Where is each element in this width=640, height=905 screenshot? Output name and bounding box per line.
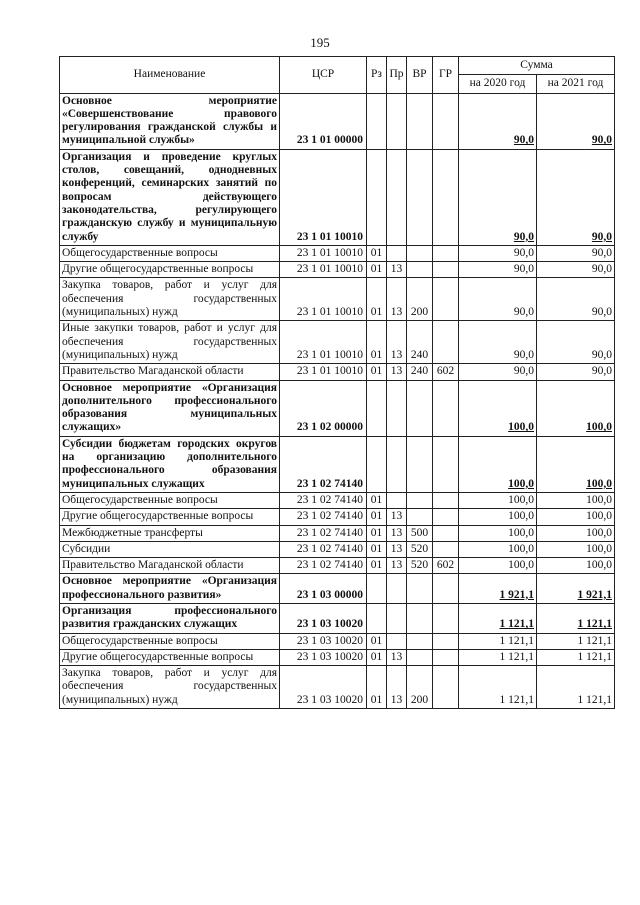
cell-vr — [407, 436, 433, 492]
cell-csr: 23 1 03 00000 — [280, 574, 367, 604]
cell-csr: 23 1 02 74140 — [280, 436, 367, 492]
cell-gr — [433, 492, 459, 508]
table-row — [60, 364, 615, 380]
cell-vr — [407, 492, 433, 508]
cell-pr — [387, 436, 407, 492]
cell-gr — [433, 262, 459, 278]
cell-csr: 23 1 01 10010 — [280, 245, 367, 261]
cell-sum-2021: 1 921,1 — [537, 574, 615, 604]
table-row — [60, 245, 615, 261]
cell-pr: 13 — [387, 525, 407, 541]
cell-pr — [387, 492, 407, 508]
cell-sum-2020: 100,0 — [459, 541, 537, 557]
cell-csr: 23 1 03 10020 — [280, 666, 367, 709]
cell-gr — [433, 149, 459, 245]
cell-name: Субсидии — [60, 541, 280, 557]
cell-name: Закупка товаров, работ и услуг для обеспечения государственных (муниципальных) нужд — [60, 278, 280, 321]
cell-sum-2020: 100,0 — [459, 492, 537, 508]
cell-gr — [433, 574, 459, 604]
table-row — [60, 558, 615, 574]
table-row — [60, 633, 615, 649]
table-row — [60, 541, 615, 557]
cell-pr — [387, 633, 407, 649]
cell-pr — [387, 574, 407, 604]
cell-sum-2021: 100,0 — [537, 436, 615, 492]
header-name: Наименование — [60, 57, 280, 94]
cell-gr — [433, 278, 459, 321]
cell-rz: 01 — [367, 321, 387, 364]
cell-vr — [407, 245, 433, 261]
cell-pr — [387, 93, 407, 149]
cell-sum-2020: 100,0 — [459, 380, 537, 436]
cell-sum-2020: 100,0 — [459, 558, 537, 574]
table-header — [60, 57, 615, 94]
table-row — [60, 666, 615, 709]
cell-rz: 01 — [367, 262, 387, 278]
cell-vr — [407, 509, 433, 525]
header-year-2020: на 2020 год — [459, 75, 537, 93]
table-body — [60, 93, 615, 708]
cell-sum-2021: 90,0 — [537, 278, 615, 321]
cell-pr — [387, 245, 407, 261]
table-row — [60, 321, 615, 364]
cell-vr — [407, 93, 433, 149]
cell-gr — [433, 436, 459, 492]
header-year-2021: на 2021 год — [537, 75, 615, 93]
cell-vr — [407, 649, 433, 665]
table-row — [60, 149, 615, 245]
cell-pr: 13 — [387, 364, 407, 380]
cell-pr — [387, 149, 407, 245]
cell-sum-2020: 1 121,1 — [459, 649, 537, 665]
cell-csr: 23 1 02 74140 — [280, 558, 367, 574]
cell-gr — [433, 321, 459, 364]
cell-rz — [367, 574, 387, 604]
cell-name: Основное мероприятие «Организация профессионального развития» — [60, 574, 280, 604]
cell-csr: 23 1 03 10020 — [280, 633, 367, 649]
cell-name: Общегосударственные вопросы — [60, 245, 280, 261]
budget-table — [59, 56, 615, 709]
cell-sum-2021: 90,0 — [537, 93, 615, 149]
cell-csr: 23 1 01 10010 — [280, 149, 367, 245]
cell-pr: 13 — [387, 558, 407, 574]
cell-sum-2020: 90,0 — [459, 93, 537, 149]
cell-rz — [367, 436, 387, 492]
cell-rz — [367, 93, 387, 149]
cell-csr: 23 1 02 74140 — [280, 525, 367, 541]
table-row — [60, 278, 615, 321]
cell-gr — [433, 509, 459, 525]
cell-pr: 13 — [387, 649, 407, 665]
cell-sum-2021: 90,0 — [537, 149, 615, 245]
cell-gr — [433, 603, 459, 633]
cell-sum-2020: 90,0 — [459, 245, 537, 261]
table-row — [60, 603, 615, 633]
cell-rz: 01 — [367, 278, 387, 321]
cell-pr: 13 — [387, 666, 407, 709]
cell-name: Правительство Магаданской области — [60, 558, 280, 574]
cell-gr — [433, 633, 459, 649]
cell-rz: 01 — [367, 541, 387, 557]
cell-gr: 602 — [433, 558, 459, 574]
cell-sum-2020: 1 121,1 — [459, 633, 537, 649]
cell-sum-2020: 90,0 — [459, 364, 537, 380]
header-csr: ЦСР — [280, 57, 367, 94]
cell-pr — [387, 603, 407, 633]
table-row — [60, 525, 615, 541]
cell-sum-2020: 1 121,1 — [459, 666, 537, 709]
cell-sum-2021: 90,0 — [537, 262, 615, 278]
cell-sum-2020: 90,0 — [459, 278, 537, 321]
cell-vr — [407, 262, 433, 278]
cell-csr: 23 1 02 74140 — [280, 541, 367, 557]
cell-sum-2021: 100,0 — [537, 525, 615, 541]
cell-pr — [387, 380, 407, 436]
header-rz: Рз — [367, 57, 387, 94]
cell-name: Общегосударственные вопросы — [60, 633, 280, 649]
cell-sum-2020: 90,0 — [459, 262, 537, 278]
cell-csr: 23 1 02 74140 — [280, 492, 367, 508]
cell-vr: 500 — [407, 525, 433, 541]
cell-sum-2021: 1 121,1 — [537, 666, 615, 709]
cell-gr: 602 — [433, 364, 459, 380]
cell-pr: 13 — [387, 321, 407, 364]
cell-rz — [367, 380, 387, 436]
table-row — [60, 649, 615, 665]
cell-csr: 23 1 01 10010 — [280, 321, 367, 364]
cell-vr: 520 — [407, 558, 433, 574]
cell-gr — [433, 380, 459, 436]
cell-sum-2021: 100,0 — [537, 509, 615, 525]
table-row — [60, 509, 615, 525]
cell-rz: 01 — [367, 509, 387, 525]
cell-sum-2020: 100,0 — [459, 509, 537, 525]
cell-csr: 23 1 01 10010 — [280, 262, 367, 278]
cell-rz: 01 — [367, 492, 387, 508]
cell-csr: 23 1 02 74140 — [280, 509, 367, 525]
cell-csr: 23 1 01 10010 — [280, 278, 367, 321]
cell-csr: 23 1 01 10010 — [280, 364, 367, 380]
cell-sum-2021: 100,0 — [537, 380, 615, 436]
table-row — [60, 262, 615, 278]
cell-csr: 23 1 01 00000 — [280, 93, 367, 149]
cell-name: Организация профессионального развития гражданских служащих — [60, 603, 280, 633]
cell-sum-2021: 100,0 — [537, 541, 615, 557]
cell-vr: 200 — [407, 666, 433, 709]
cell-vr: 200 — [407, 278, 433, 321]
cell-vr — [407, 603, 433, 633]
header-vr: ВР — [407, 57, 433, 94]
cell-gr — [433, 245, 459, 261]
cell-sum-2021: 1 121,1 — [537, 649, 615, 665]
cell-rz: 01 — [367, 558, 387, 574]
cell-sum-2021: 90,0 — [537, 321, 615, 364]
cell-name: Организация и проведение круглых столов, совещаний, однодневных конференций, семинарских занятий по вопросам действующего законодательства, регулирующего гражданскую службу и муниципальную службу — [60, 149, 280, 245]
cell-vr — [407, 574, 433, 604]
cell-csr: 23 1 02 00000 — [280, 380, 367, 436]
cell-sum-2021: 1 121,1 — [537, 633, 615, 649]
header-gr: ГР — [433, 57, 459, 94]
cell-name: Основное мероприятие «Совершенствование правового регулирования гражданской службы и муниципальной службы» — [60, 93, 280, 149]
cell-sum-2020: 1 121,1 — [459, 603, 537, 633]
cell-sum-2020: 100,0 — [459, 436, 537, 492]
cell-vr: 240 — [407, 321, 433, 364]
cell-name: Правительство Магаданской области — [60, 364, 280, 380]
cell-rz: 01 — [367, 364, 387, 380]
table-row — [60, 93, 615, 149]
cell-vr — [407, 633, 433, 649]
cell-rz: 01 — [367, 666, 387, 709]
cell-sum-2020: 100,0 — [459, 525, 537, 541]
cell-sum-2021: 90,0 — [537, 245, 615, 261]
cell-rz: 01 — [367, 245, 387, 261]
table-row — [60, 436, 615, 492]
cell-name: Закупка товаров, работ и услуг для обеспечения государственных (муниципальных) нужд — [60, 666, 280, 709]
cell-name: Другие общегосударственные вопросы — [60, 649, 280, 665]
cell-vr — [407, 149, 433, 245]
cell-sum-2020: 1 921,1 — [459, 574, 537, 604]
cell-rz: 01 — [367, 633, 387, 649]
cell-gr — [433, 649, 459, 665]
cell-sum-2021: 100,0 — [537, 492, 615, 508]
table-row — [60, 380, 615, 436]
cell-name: Иные закупки товаров, работ и услуг для обеспечения государственных (муниципальных) нужд — [60, 321, 280, 364]
table-row — [60, 574, 615, 604]
cell-rz — [367, 603, 387, 633]
cell-sum-2020: 90,0 — [459, 321, 537, 364]
cell-rz — [367, 149, 387, 245]
cell-pr: 13 — [387, 509, 407, 525]
cell-pr: 13 — [387, 262, 407, 278]
cell-gr — [433, 525, 459, 541]
cell-gr — [433, 541, 459, 557]
cell-name: Основное мероприятие «Организация дополнительного профессионального образования муниципальных служащих» — [60, 380, 280, 436]
cell-sum-2021: 100,0 — [537, 558, 615, 574]
cell-rz: 01 — [367, 649, 387, 665]
cell-gr — [433, 666, 459, 709]
cell-vr — [407, 380, 433, 436]
cell-rz: 01 — [367, 525, 387, 541]
cell-name: Другие общегосударственные вопросы — [60, 262, 280, 278]
header-sum: Сумма — [459, 57, 615, 75]
cell-vr: 520 — [407, 541, 433, 557]
header-pr: Пр — [387, 57, 407, 94]
cell-name: Субсидии бюджетам городских округов на организацию дополнительного профессионального образования муниципальных служащих — [60, 436, 280, 492]
page-number: 195 — [310, 35, 330, 50]
cell-sum-2021: 90,0 — [537, 364, 615, 380]
cell-pr: 13 — [387, 541, 407, 557]
cell-sum-2021: 1 121,1 — [537, 603, 615, 633]
cell-csr: 23 1 03 10020 — [280, 603, 367, 633]
cell-gr — [433, 93, 459, 149]
table-row — [60, 492, 615, 508]
cell-name: Другие общегосударственные вопросы — [60, 509, 280, 525]
cell-name: Общегосударственные вопросы — [60, 492, 280, 508]
cell-vr: 240 — [407, 364, 433, 380]
cell-csr: 23 1 03 10020 — [280, 649, 367, 665]
cell-pr: 13 — [387, 278, 407, 321]
cell-sum-2020: 90,0 — [459, 149, 537, 245]
cell-name: Межбюджетные трансферты — [60, 525, 280, 541]
